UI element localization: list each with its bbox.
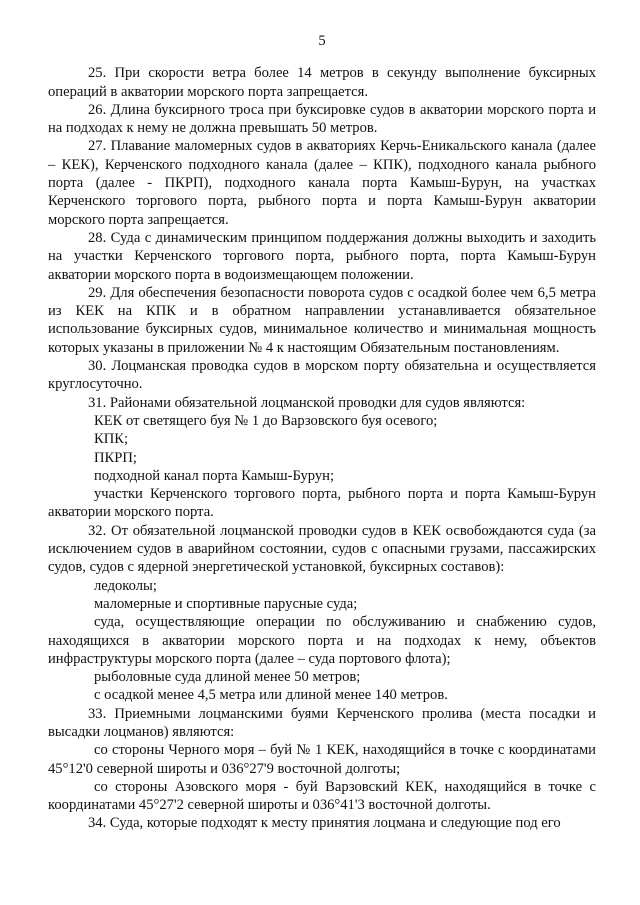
paragraph-30: 30. Лоцманская проводка судов в морском порту обязательна и осуществляется круглосуточно. xyxy=(48,358,596,393)
list-item: ПКРП; xyxy=(94,449,137,466)
list-item: рыболовные суда длиной менее 50 метров; xyxy=(94,669,361,686)
paragraph-28: 28. Суда с динамическим принципом поддержания должны выходить и заходить на участки Керченского торгового порта, рыбного порта, порта Камыш-Бурун акватории морского порта в водоизмещающем положении. xyxy=(48,229,596,283)
list-item: подходной канал порта Камыш-Бурун; xyxy=(94,467,335,484)
list-item: КЕК от светящего буя № 1 до Варзовского буя осевого; xyxy=(94,412,438,429)
list-item: со стороны Черного моря – буй № 1 КЕК, находящийся в точке с координатами 45°12'0 северной широты и 036°27'9 восточной долготы; xyxy=(48,742,596,777)
paragraph-25: 25. При скорости ветра более 14 метров в секунду выполнение буксирных операций в акватории морского порта запрещается. xyxy=(48,65,596,100)
list-item: ледоколы; xyxy=(94,577,157,594)
list-item: маломерные и спортивные парусные суда; xyxy=(94,595,358,612)
paragraph-32: 32. От обязательной лоцманской проводки судов в КЕК освобождаются суда (за исключением судов в аварийном состоянии, судов с опасными грузами, пассажирских судов, судов с ядерной энергетической установкой, буксирных составов): xyxy=(48,522,596,576)
paragraph-29: 29. Для обеспечения безопасности поворота судов с осадкой более чем 6,5 метра из КЕК на КПК и в обратном направлении устанавливается обязательное использование буксирных судов, минимальное количество и минимальная мощность которых указаны в приложении № 4 к настоящим Обязательным постановлениям. xyxy=(48,284,596,356)
paragraph-33: 33. Приемными лоцманскими буями Керченского пролива (места посадки и высадки лоцманов) являются: xyxy=(48,705,596,740)
list-item: участки Керченского торгового порта, рыбного порта и порта Камыш-Бурун акватории морского порта. xyxy=(48,486,596,521)
page-number: 5 xyxy=(318,33,326,49)
paragraph-31: 31. Районами обязательной лоцманской проводки для судов являются: xyxy=(88,394,526,411)
paragraph-26: 26. Длина буксирного троса при буксировке судов в акватории морского порта и на подходах к нему не должна превышать 50 метров. xyxy=(48,101,596,137)
paragraph-27: 27. Плавание маломерных судов в акваториях Керчь-Еникальского канала (далее – КЕК), Керченского подходного канала (далее – КПК), подходного канала рыбного порта (далее - ПКРП), подходного канала порта Камыш-Бурун, на участках Керченского торгового порта, рыбного порта и порта Камыш-Бурун акватории морского порта запрещается. xyxy=(48,138,596,228)
list-item: со стороны Азовского моря - буй Варзовский КЕК, находящийся в точке с координатами 45°27'2 северной широты и 036°41'3 восточной долготы. xyxy=(48,778,596,814)
list-item: с осадкой менее 4,5 метра или длиной менее 140 метров. xyxy=(94,687,448,704)
list-item: КПК; xyxy=(94,431,129,448)
list-item: суда, осуществляющие операции по обслуживанию и снабжению судов, находящихся в акватории морского порта и на подходах к нему, объектов инфраструктуры морского порта (далее – суда портового флота); xyxy=(48,614,596,667)
paragraph-34: 34. Суда, которые подходят к месту принятия лоцмана и следующие под его xyxy=(88,815,561,832)
